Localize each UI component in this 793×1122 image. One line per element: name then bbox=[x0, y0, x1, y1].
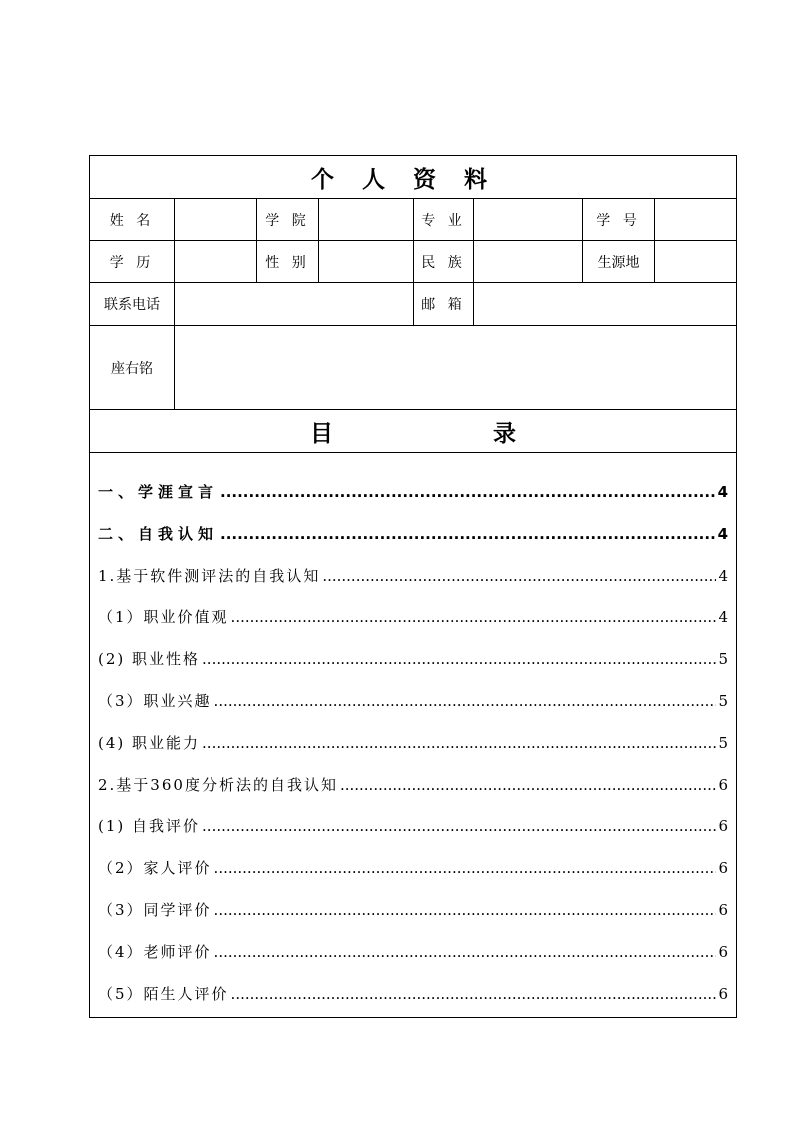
toc-item-label: (2) 职业性格 bbox=[98, 650, 201, 669]
toc-leader bbox=[220, 525, 716, 543]
toc-title-right: 录 bbox=[493, 420, 516, 447]
toc-item-label: （1）职业价值观 bbox=[98, 608, 229, 627]
toc-item[interactable] bbox=[98, 523, 728, 565]
toc-item-page: 5 bbox=[718, 650, 728, 669]
toc-title-left: 目 bbox=[310, 420, 333, 447]
toc-leader bbox=[202, 650, 716, 668]
toc-item[interactable] bbox=[98, 565, 728, 607]
toc-item-page: 6 bbox=[718, 900, 728, 919]
major-field[interactable] bbox=[474, 199, 583, 240]
student-id-label: 学 号 bbox=[583, 199, 655, 240]
ethnicity-label: 民 族 bbox=[414, 241, 474, 282]
toc-leader bbox=[340, 776, 717, 794]
toc-item-label: 二、自我认知 bbox=[98, 524, 219, 543]
gender-field[interactable] bbox=[319, 241, 414, 282]
toc-item-label: （4）老师评价 bbox=[98, 942, 212, 961]
toc-item-page: 4 bbox=[718, 608, 728, 627]
toc-leader bbox=[231, 608, 717, 626]
profile-row-1 bbox=[90, 199, 736, 241]
toc-item[interactable] bbox=[98, 857, 728, 899]
major-label: 专 业 bbox=[414, 199, 474, 240]
toc-item-page: 6 bbox=[718, 775, 728, 794]
email-field[interactable] bbox=[474, 283, 736, 325]
origin-field[interactable] bbox=[655, 241, 736, 282]
name-field[interactable] bbox=[175, 199, 257, 240]
email-label: 邮 箱 bbox=[414, 283, 474, 325]
toc-item[interactable] bbox=[98, 774, 728, 816]
toc-item-label: （3）职业兴趣 bbox=[98, 691, 212, 710]
profile-row-2 bbox=[90, 241, 736, 283]
gender-label: 性 别 bbox=[257, 241, 319, 282]
toc-title bbox=[90, 410, 736, 453]
toc-item-label: （3）同学评价 bbox=[98, 900, 212, 919]
toc-item[interactable] bbox=[98, 481, 728, 523]
toc-list bbox=[90, 453, 736, 1017]
profile-title: 个人资料 bbox=[90, 156, 736, 199]
toc-item-label: （2）家人评价 bbox=[98, 859, 212, 878]
toc-item-page: 6 bbox=[718, 942, 728, 961]
toc-item[interactable] bbox=[98, 732, 728, 774]
profile-table bbox=[89, 155, 737, 1018]
toc-leader bbox=[322, 567, 716, 585]
toc-item[interactable] bbox=[98, 983, 728, 1025]
motto-label: 座右铭 bbox=[90, 326, 175, 409]
toc-item[interactable] bbox=[98, 899, 728, 941]
toc-item-page: 4 bbox=[718, 566, 728, 585]
toc-item-page: 5 bbox=[718, 733, 728, 752]
toc-leader bbox=[220, 483, 716, 501]
toc-item-label: 一、学涯宣言 bbox=[98, 483, 219, 501]
origin-label: 生源地 bbox=[583, 241, 655, 282]
education-label: 学 历 bbox=[90, 241, 175, 282]
college-label: 学 院 bbox=[257, 199, 319, 240]
profile-row-4 bbox=[90, 326, 736, 410]
toc-leader bbox=[214, 692, 717, 710]
name-label: 姓 名 bbox=[90, 199, 175, 240]
toc-item-page: 6 bbox=[718, 859, 728, 878]
toc-item-label: (4) 职业能力 bbox=[98, 733, 201, 752]
toc-leader bbox=[231, 985, 717, 1003]
toc-leader bbox=[214, 901, 717, 919]
toc-item-label: 2.基于360度分析法的自我认知 bbox=[98, 775, 338, 794]
toc-item-label: (1) 自我评价 bbox=[98, 817, 201, 836]
motto-field[interactable] bbox=[175, 326, 736, 409]
toc-item-label: 1.基于软件测评法的自我认知 bbox=[98, 566, 321, 585]
toc-leader bbox=[214, 859, 717, 877]
profile-row-3 bbox=[90, 283, 736, 326]
toc-item[interactable] bbox=[98, 606, 728, 648]
toc-item-page: 6 bbox=[718, 984, 728, 1003]
toc-item[interactable] bbox=[98, 941, 728, 983]
student-id-field[interactable] bbox=[655, 199, 736, 240]
toc-item-page: 5 bbox=[718, 691, 728, 710]
ethnicity-field[interactable] bbox=[474, 241, 583, 282]
toc-item[interactable] bbox=[98, 648, 728, 690]
toc-leader bbox=[202, 734, 716, 752]
education-field[interactable] bbox=[175, 241, 257, 282]
phone-label: 联系电话 bbox=[90, 283, 175, 325]
toc-item-label: （5）陌生人评价 bbox=[98, 984, 229, 1003]
phone-field[interactable] bbox=[175, 283, 414, 325]
toc-item-page: 4 bbox=[717, 483, 728, 501]
toc-item[interactable] bbox=[98, 690, 728, 732]
college-field[interactable] bbox=[319, 199, 414, 240]
toc-item[interactable] bbox=[98, 815, 728, 857]
toc-item-page: 4 bbox=[717, 524, 728, 543]
toc-leader bbox=[202, 817, 716, 835]
toc-leader bbox=[214, 943, 717, 961]
toc-item-page: 6 bbox=[718, 817, 728, 836]
